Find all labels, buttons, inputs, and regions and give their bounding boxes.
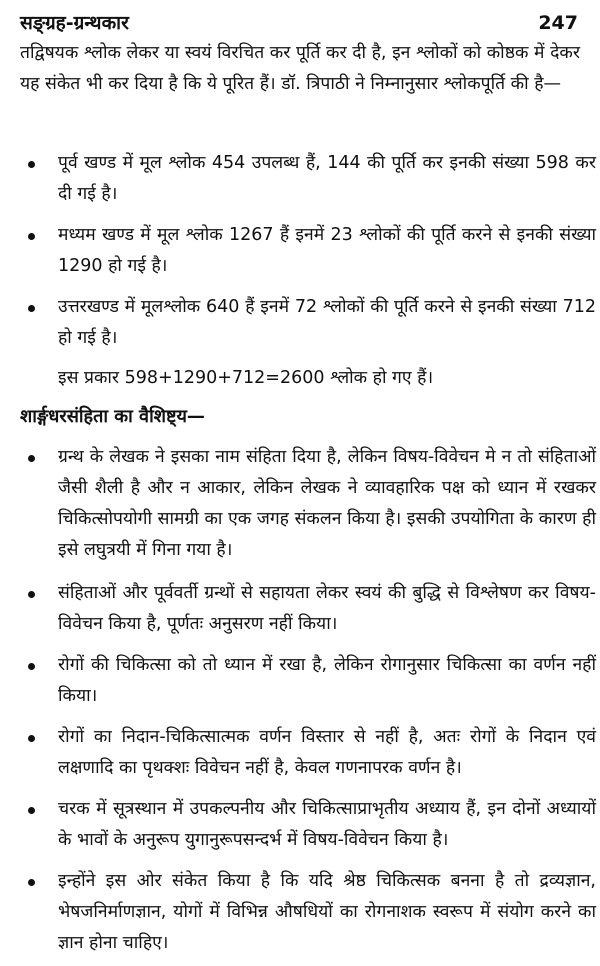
list-item-text: उत्तरखण्ड में मूलश्लोक 640 हैं इनमें 72 श्लोकों की पूर्ति करने से इनकी संख्या 712 हो गई है। <box>58 297 596 348</box>
list-item-text: इन्होंने इस ओर संकेत किया है कि यदि श्रेष्ठ चिकित्सक बनना है तो द्रव्यज्ञान, भेषजनिर्माणज्ञान, योगों में विभिन्न औषधियों का रोगनाशक स्वरूप में संयोग करने का ज्ञान होना चाहिए। <box>58 871 596 953</box>
list-item-text: संहिताओं और पूर्ववर्ती ग्रन्थों से सहायता लेकर स्वयं की बुद्धि से विश्लेषण कर विषय-विवेचन किया है, पूर्णतः अनुसरण नहीं किया। <box>58 583 596 634</box>
summary-line: इस प्रकार 598+1290+712=2600 श्लोक हो गए हैं। <box>58 368 434 388</box>
running-title: सङ्ग्रह-ग्रन्थकार <box>20 12 129 34</box>
bullet-icon <box>28 233 35 240</box>
bullet-icon <box>28 807 35 814</box>
section-heading: शार्ङ्गधरसंहिता का वैशिष्ट्य— <box>20 406 205 427</box>
bullet-icon <box>28 735 35 742</box>
list-item-text: ग्रन्थ के लेखक ने इसका नाम संहिता दिया है, लेकिन विषय-विवेचन मे न तो संहिताओं जैसी शैली है और न आकार, लेकिन लेखक ने व्यावहारिक पक्ष को ध्यान में रखकर चिकित्सोपयोगी सामग्री का एक जगह संकलन किया है। इसकी उपयोगिता के कारण ही इसे लघुत्रयी में गिना गया है। <box>58 447 596 560</box>
bullet-icon <box>28 161 35 168</box>
bullet-icon <box>28 879 35 886</box>
list-item-text: रोगों का निदान-चिकित्सात्मक वर्णन विस्तार से नहीं है, अतः रोगों के निदान एवं लक्षणादि का पृथक्शः विवेचन नहीं है, केवल गणनापरक वर्णन है। <box>58 727 596 778</box>
bullet-icon <box>28 663 35 670</box>
list-item-text: रोगों की चिकित्सा को तो ध्यान में रखा है, लेकिन रोगानुसार चिकित्सा का वर्णन नहीं किया। <box>58 655 596 706</box>
page-number: 247 <box>538 12 578 34</box>
intro-paragraph: तद्विषयक श्लोक लेकर या स्वयं विरचित कर पूर्ति कर दी है, इन श्लोकों को कोष्ठक में देकर यह संकेत भी कर दिया है कि ये पूरित हैं। डॉ. त्रिपाठी ने निम्नानुसार श्लोकपूर्ति की है— <box>20 43 580 94</box>
bullet-icon <box>28 455 35 462</box>
bullet-icon <box>28 305 35 312</box>
page-header <box>20 10 584 38</box>
list-item-text: मध्यम खण्ड में मूल श्लोक 1267 हैं इनमें 23 श्लोकों की पूर्ति करने से इनकी संख्या 1290 हो गई है। <box>58 225 596 276</box>
list-item-text: चरक में सूत्रस्थान में उपकल्पनीय और चिकित्साप्राभृतीय अध्याय हैं, इन दोनों अध्यायों के भावों के अनुरूप युगानुरूपसन्दर्भ में विषय-विवेचन किया है। <box>58 799 596 850</box>
bullet-icon <box>28 591 35 598</box>
list-item-text: पूर्व खण्ड में मूल श्लोक 454 उपलब्ध हैं, 144 की पूर्ति कर इनकी संख्या 598 कर दी गई है। <box>58 153 596 204</box>
